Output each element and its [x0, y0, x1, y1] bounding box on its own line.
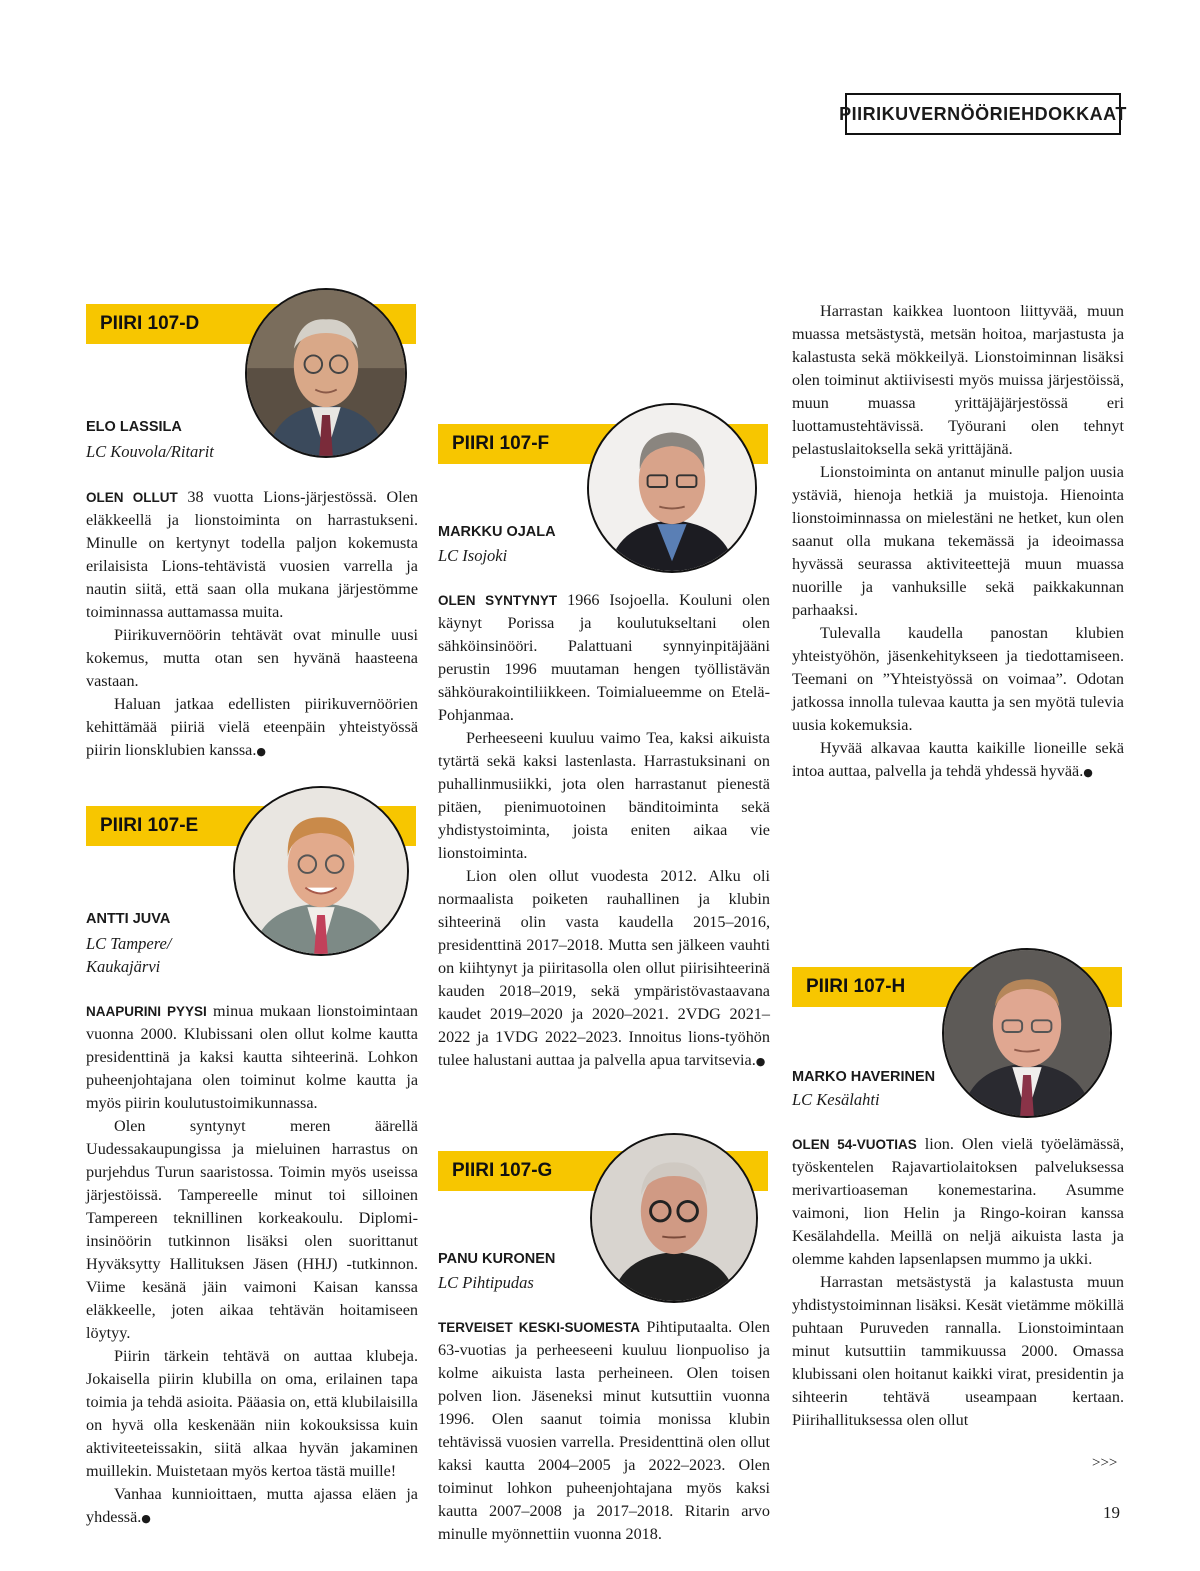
candidate-club: LC Tampere/ Kaukajärvi — [86, 934, 172, 976]
paragraph-text: minua mukaan lionstoimintaan vuonna 2000. Klubissani olen ollut kolme kautta presidenttinä ja kaksi kautta sihteerinä. Lohkon puheenjohtajana olen toiminut kolme kautta ja myös piirin koulutustoimikunnassa. — [86, 1002, 418, 1112]
portrait-panu-kuronen — [590, 1133, 758, 1303]
portrait-image — [235, 788, 407, 954]
portrait-markku-ojala — [587, 403, 757, 573]
candidate-text-107f — [438, 589, 770, 1073]
candidate-name: MARKO HAVERINEN — [792, 1069, 936, 1085]
end-bullet-icon: ● — [755, 1055, 766, 1068]
paragraph: Olen syntynyt meren äärellä Uudessakaupungissa ja mieluinen harrastus on purjehdus Turun saaristossa. Toimin myös useissa järjestöissä. Tampereelle minut toi silloinen Tampereen teknillinen korkeakoulu. Diplomi-insinöörin tutkinnon lisäksi olen suorittanut Hyväksytty Hallituksen Jäsen (HHJ) -tutkinnon. Viime kesänä jäin vaimoni Kaisan kanssa eläkkeelle, joten aikaa tehtävän hoitamiseen löytyy. — [86, 1117, 418, 1342]
paragraph — [438, 865, 770, 1073]
paragraph — [438, 1316, 770, 1546]
paragraph-text: 1966 Isojoella. Kouluni olen käynyt Porissa ja koulutukseltani olen sähköinsinööri. Palattuani synnyinpitäjääni perustin 1996 muutaman hengen työllistävän sähköurakointiliikkeen. Toimialueemme on Etelä-Pohjanmaa. — [438, 591, 770, 724]
paragraph — [86, 1000, 418, 1115]
end-bullet-icon: ● — [141, 1512, 151, 1525]
portrait-image — [589, 405, 755, 571]
candidate-name: MARKKU OJALA — [438, 524, 556, 540]
candidate-name: PANU KURONEN — [438, 1251, 556, 1267]
candidate-text-107e — [86, 1000, 418, 1530]
candidate-text-107d — [86, 486, 418, 763]
district-label: PIIRI 107-E — [100, 815, 199, 836]
continued-marker: >>> — [1092, 1455, 1118, 1471]
candidate-club: LC Pihtipudas — [438, 1273, 534, 1292]
portrait-image — [247, 290, 405, 456]
paragraph: Piirikuvernöörin tehtävät ovat minulle uusi kokemus, mutta otan sen hyvänä haasteena vastaan. — [86, 626, 418, 690]
district-label: PIIRI 107-H — [806, 976, 906, 997]
portrait-image — [592, 1135, 756, 1301]
district-label: PIIRI 107-F — [452, 433, 550, 454]
paragraph-text: Haluan jatkaa edellisten piirikuvernöörien kehittämää piiriä vielä eteenpäin yhteistyössä piirin lionsklubien kanssa. — [86, 695, 418, 759]
paragraph-text: Lion olen ollut vuodesta 2012. Alku oli normaalista poiketen rauhallinen ja klubin sihteerinä olin vasta kaudella 2015–2016, presidenttinä 2017–2018. Mutta sen jälkeen vauhti on kiihtynyt ja piiritasolla olen ollut piirisihteerinä kauden 2018–2019, sekä ympäristövastaavana kaudet 2019–2020 ja 2020–2021. 2VDG 2021–2022 ja 1VDG 2022–2023. Innoitus lions-työhön tulee halustani auttaa ja palvella apua tarvitsevia. — [438, 867, 770, 1069]
paragraph — [792, 737, 1124, 784]
candidate-club: LC Isojoki — [438, 546, 508, 565]
lead-in: OLEN 54-VUOTIAS — [792, 1137, 917, 1152]
paragraph-text: Pihtiputaalta. Olen 63-vuotias ja perheeseeni kuuluu lionpuoliso ja kolme aikuista lasta perheineen. Olen toisen polven lion. Jäseneksi minut kutsuttiin vuonna 1996. Olen saanut toimia monissa klubin tehtävissä vuosien varrella. Presidenttinä olen ollut kaksi kautta 2004–2005 ja 2022–2023. Olen toiminut lohkon puheenjohtajana myös kaksi kautta 2007–2008 ja 2017–2018. Ritarin arvo minulle myönnettiin vuonna 2018. — [438, 1318, 770, 1543]
district-label: PIIRI 107-D — [100, 313, 200, 334]
paragraph-text: Hyvää alkavaa kautta kaikille lioneille sekä intoa auttaa, palvella ja tehdä yhdessä hyvää. — [792, 739, 1124, 780]
portrait-marko-haverinen — [942, 948, 1112, 1118]
lead-in: TERVEISET KESKI-SUOMESTA — [438, 1320, 641, 1335]
candidate-name: ELO LASSILA — [86, 419, 182, 435]
candidate-name: ANTTI JUVA — [86, 911, 171, 927]
paragraph: Harrastan metsästystä ja kalastusta muun yhdistystoiminnan lisäksi. Kesät vietämme mökillä puhtaan Puruveden rannalla. Lionstoimintaan minut kutsuttiin tammikuussa 2000. Omassa klubissani olen hoitanut kaikki virat, presidentin ja sihteerin tehtävä useampaan kertaan. Piirihallituksessa olen ollut — [792, 1273, 1124, 1429]
lead-in: NAAPURINI PYYSI — [86, 1004, 207, 1019]
paragraph: Perheeseeni kuuluu vaimo Tea, kaksi aikuista tytärtä sekä kaksi lastenlasta. Harrastuksinani on puhallinmusiikki, jota olen harrastanut pienestä pitäen, pienimuotoinen bänditoiminta sekä yhdistystoiminta, joista eniten aikaa vie lionstoiminta. — [438, 729, 770, 862]
paragraph: Tulevalla kaudella panostan klubien yhteistyöhön, jäsenkehitykseen ja tiedottamiseen. Teemani on ”Yhteistyössä on voimaa”. Odotan jatkossa innolla tulevaa kautta ja sen myötä tulevia uusia kokemuksia. — [792, 624, 1124, 734]
paragraph: Harrastan kaikkea luontoon liittyvää, muun muassa metsästystä, metsän hoitoa, marjastusta ja kalastusta sekä mökkeilyä. Lionstoiminnan lisäksi olen toiminut aktiivisesti myös muissa järjestöissä, muun muassa yrittäjäjärjestössä eri luottamustehtävissä. Työurani olen tehnyt pelastuslaitoksella sekä yrittäjänä. — [792, 302, 1124, 458]
end-bullet-icon: ● — [256, 745, 267, 758]
paragraph — [86, 1483, 418, 1530]
lead-in: OLEN SYNTYNYT — [438, 593, 558, 608]
candidate-text-107g-continued — [792, 300, 1124, 784]
section-label: PIIRIKUVERNÖÖRIEHDOKKAAT — [845, 93, 1121, 135]
candidate-text-107g — [438, 1316, 770, 1546]
paragraph: Piirin tärkein tehtävä on auttaa klubeja. Jokaisella piirin klubilla on oma, erilainen tapa toimia ja tehdä asioita. Pääasia on, että klubilaisilla on hyvä olla keskenään niin kokouksissa kuin aktiviteeteissakin, siitä alkaa hyvän jakaminen muillekin. Muistetaan myös kertoa tästä muille! — [86, 1347, 418, 1480]
lead-in: OLEN OLLUT — [86, 490, 178, 505]
portrait-antti-juva — [233, 786, 409, 956]
page-number: 19 — [1103, 1503, 1120, 1522]
paragraph-text: 38 vuotta Lions-järjestössä. Olen eläkkeellä ja lionstoiminta on harrastukseni. Minulle on kertynyt todella paljon kokemusta erilaisista Lions-tehtävistä vuosien varrella ja nautin siitä, että saan olla mukana järjestömme toiminnassa auttamassa muita. — [86, 488, 418, 621]
candidate-text-107h — [792, 1133, 1124, 1432]
paragraph — [792, 1133, 1124, 1271]
portrait-image — [944, 950, 1110, 1116]
paragraph — [86, 693, 418, 763]
paragraph — [438, 589, 770, 727]
paragraph: Lionstoiminta on antanut minulle paljon uusia ystäviä, hienoja hetkiä ja muistoja. Hienointa lionstoiminnassa on mielestäni ne hetket, kun olen saanut olla mukana tekemässä ja ideoimassa hyvässä seurassa aktiviteettejä muun muassa nuorille ja vanhuksille sekä paikkakunnan parhaaksi. — [792, 463, 1124, 619]
portrait-elo-lassila — [245, 288, 407, 458]
district-label: PIIRI 107-G — [452, 1160, 553, 1181]
candidate-club: LC Kesälahti — [792, 1090, 880, 1109]
candidate-club: LC Kouvola/Ritarit — [86, 442, 214, 461]
paragraph-text: Vanhaa kunnioittaen, mutta ajassa eläen ja yhdessä. — [86, 1485, 418, 1526]
paragraph — [86, 486, 418, 624]
end-bullet-icon: ● — [1083, 766, 1093, 779]
paragraph-text: lion. Olen vielä työelämässä, työskentelen Rajavartiolaitoksen palveluksessa merivartioaseman konemestarina. Asumme vaimoni, lion Helin ja Ringo-koiran kanssa Kesälahdella. Meillä on neljä aikuista lasta ja olemme kahden lapsenlapsen mummo ja ukki. — [792, 1135, 1124, 1268]
